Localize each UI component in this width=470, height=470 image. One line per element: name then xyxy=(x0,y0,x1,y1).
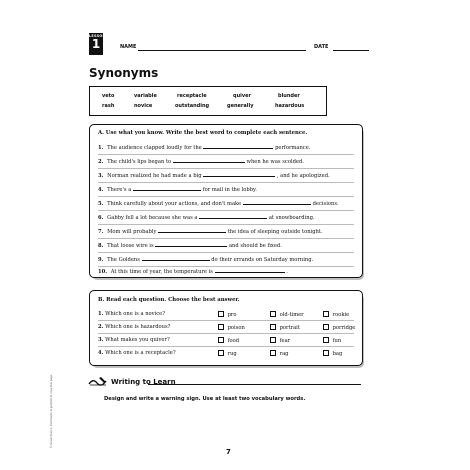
question-text: Which one is hazardous? xyxy=(105,324,171,330)
question-row xyxy=(98,311,165,317)
vocab-word: variable xyxy=(134,93,157,99)
divider xyxy=(98,266,354,267)
writing-prompt: Design and write a warning sign. Use at least two vocabulary words. xyxy=(104,396,306,402)
option-label: pro xyxy=(227,312,237,319)
item-text-before: Gabby fell a lot because she was a xyxy=(107,215,198,221)
question-number: 3. xyxy=(98,337,104,343)
item-number: 5. xyxy=(98,201,104,207)
sentence-item xyxy=(98,214,315,221)
option-label: food xyxy=(227,338,240,345)
option-label: fun xyxy=(332,338,342,345)
item-number: 4. xyxy=(98,187,104,193)
answer-option[interactable] xyxy=(323,350,342,357)
checkbox[interactable] xyxy=(218,350,224,356)
section-a-heading: A. Use what you know. Write the best word to complete each sentence. xyxy=(98,130,308,136)
option-label: portrait xyxy=(279,325,300,332)
copyright-notice: © Great Source. Permission is granted to copy this page. xyxy=(50,373,53,448)
question-text: Which one is a receptacle? xyxy=(105,350,176,356)
checkbox[interactable] xyxy=(323,311,329,317)
item-number: 7. xyxy=(98,229,104,235)
option-label: bag xyxy=(332,351,343,358)
sentence-item xyxy=(98,158,304,165)
lesson-number: 1 xyxy=(91,37,101,51)
item-text-before: The audience clapped loudly for the xyxy=(107,145,202,151)
answer-blank[interactable] xyxy=(133,186,201,191)
item-text-after: decisions. xyxy=(312,201,339,207)
answer-blank[interactable] xyxy=(215,268,285,273)
divider xyxy=(98,320,354,321)
sentence-item xyxy=(98,256,313,263)
option-label: rug xyxy=(227,351,237,358)
sentence-item xyxy=(98,186,257,193)
option-label: porridge xyxy=(332,325,356,332)
checkbox[interactable] xyxy=(323,350,329,356)
page-number: 7 xyxy=(226,448,231,456)
item-text-after: , and he apologized. xyxy=(276,173,330,179)
divider xyxy=(98,346,354,347)
name-label: NAME xyxy=(120,44,137,50)
item-text-before: Norman realized he had made a big xyxy=(107,173,202,179)
option-label: rookie xyxy=(332,312,350,319)
question-row xyxy=(98,337,170,343)
item-text-before: Think carefully about your actions, and don't make xyxy=(107,201,242,207)
item-text-after: performance. xyxy=(275,145,311,151)
divider xyxy=(98,196,354,197)
answer-option[interactable] xyxy=(218,337,239,344)
checkbox[interactable] xyxy=(270,311,276,317)
item-number: 6. xyxy=(98,215,104,221)
divider xyxy=(98,168,354,169)
sentence-item xyxy=(98,228,323,235)
answer-blank[interactable] xyxy=(142,256,210,261)
answer-option[interactable] xyxy=(270,324,300,331)
sentence-item xyxy=(98,268,288,275)
answer-blank[interactable] xyxy=(173,158,245,163)
item-text-before: The child's lips began to xyxy=(107,159,172,165)
vocab-word: outstanding xyxy=(175,103,210,109)
divider xyxy=(98,252,354,253)
checkbox[interactable] xyxy=(218,337,224,343)
sentence-item xyxy=(98,242,282,249)
answer-blank[interactable] xyxy=(155,242,227,247)
checkbox[interactable] xyxy=(270,350,276,356)
answer-option[interactable] xyxy=(218,311,237,318)
checkbox[interactable] xyxy=(270,324,276,330)
writing-to-learn-title: Writing to Learn xyxy=(111,378,176,386)
item-text-before: That loose wire is xyxy=(107,243,154,249)
question-number: 1. xyxy=(98,311,104,317)
item-text-after: at snowboarding. xyxy=(268,215,315,221)
item-text-after: for mail in the lobby. xyxy=(202,187,257,193)
date-field[interactable] xyxy=(333,50,369,51)
vocab-word: generally xyxy=(227,103,254,109)
answer-option[interactable] xyxy=(270,311,304,318)
item-number: 10. xyxy=(98,269,108,275)
checkbox[interactable] xyxy=(270,337,276,343)
divider xyxy=(98,182,354,183)
vocab-word: rash xyxy=(102,103,115,109)
sentence-item xyxy=(98,200,339,207)
item-number: 8. xyxy=(98,243,104,249)
name-field[interactable] xyxy=(138,50,306,51)
question-row xyxy=(98,350,176,356)
answer-blank[interactable] xyxy=(199,214,267,219)
writing-icon xyxy=(88,376,108,386)
vocab-word: novice xyxy=(134,103,153,109)
lesson-label: LESSON xyxy=(89,34,106,38)
vocab-word: veto xyxy=(102,93,115,99)
item-number: 1. xyxy=(98,145,104,151)
item-text-after: . xyxy=(286,269,288,275)
vocabulary-word-box xyxy=(89,86,327,116)
item-number: 2. xyxy=(98,159,104,165)
vocab-word: blunder xyxy=(278,93,300,99)
option-label: poison xyxy=(227,325,245,332)
section-a xyxy=(89,124,363,278)
item-text-after: and should be fixed. xyxy=(228,243,282,249)
section-b xyxy=(89,290,363,366)
question-number: 4. xyxy=(98,350,104,356)
checkbox[interactable] xyxy=(218,324,224,330)
sentence-item xyxy=(98,172,330,179)
checkbox[interactable] xyxy=(323,337,329,343)
item-text-before: Mom will probably xyxy=(107,229,157,235)
question-number: 2. xyxy=(98,324,104,330)
answer-option[interactable] xyxy=(323,337,341,344)
item-text-after: when he was scolded. xyxy=(246,159,304,165)
divider xyxy=(98,238,354,239)
question-text: What makes you quiver? xyxy=(105,337,170,343)
answer-blank[interactable] xyxy=(158,228,226,233)
section-b-heading: B. Read each question. Choose the best answer. xyxy=(98,297,240,303)
date-label: DATE xyxy=(314,44,329,50)
sentence-item xyxy=(98,144,310,151)
divider xyxy=(98,154,354,155)
vocab-word: receptacle xyxy=(177,93,207,99)
vocab-word: hazardous xyxy=(275,103,305,109)
answer-option[interactable] xyxy=(218,350,237,357)
option-label: old-timer xyxy=(279,312,304,319)
answer-blank[interactable] xyxy=(203,144,273,149)
divider xyxy=(98,333,354,334)
divider xyxy=(98,224,354,225)
option-label: rag xyxy=(279,351,289,358)
answer-option[interactable] xyxy=(270,337,290,344)
item-text-before: The Goldens xyxy=(107,257,140,263)
item-text-before: There's a xyxy=(107,187,132,193)
item-text-after: the idea of sleeping outside tonight. xyxy=(227,229,323,235)
vocab-word: quiver xyxy=(233,93,251,99)
checkbox[interactable] xyxy=(323,324,329,330)
answer-option[interactable] xyxy=(218,324,245,331)
item-number: 9. xyxy=(98,257,104,263)
question-row xyxy=(98,324,170,330)
answer-blank[interactable] xyxy=(243,200,311,205)
divider xyxy=(98,210,354,211)
checkbox[interactable] xyxy=(218,311,224,317)
item-number: 3. xyxy=(98,173,104,179)
page-title: Synonyms xyxy=(89,66,159,80)
item-text-after: do their errands on Saturday morning. xyxy=(211,257,314,263)
answer-blank[interactable] xyxy=(203,172,275,177)
title-rule xyxy=(148,384,361,385)
answer-option[interactable] xyxy=(323,324,355,331)
answer-option[interactable] xyxy=(270,350,289,357)
answer-option[interactable] xyxy=(323,311,349,318)
option-label: fear xyxy=(279,338,291,345)
item-text-before: At this time of year, the temperature is xyxy=(110,269,213,275)
lesson-badge xyxy=(89,33,106,55)
question-text: Which one is a novice? xyxy=(105,311,166,317)
